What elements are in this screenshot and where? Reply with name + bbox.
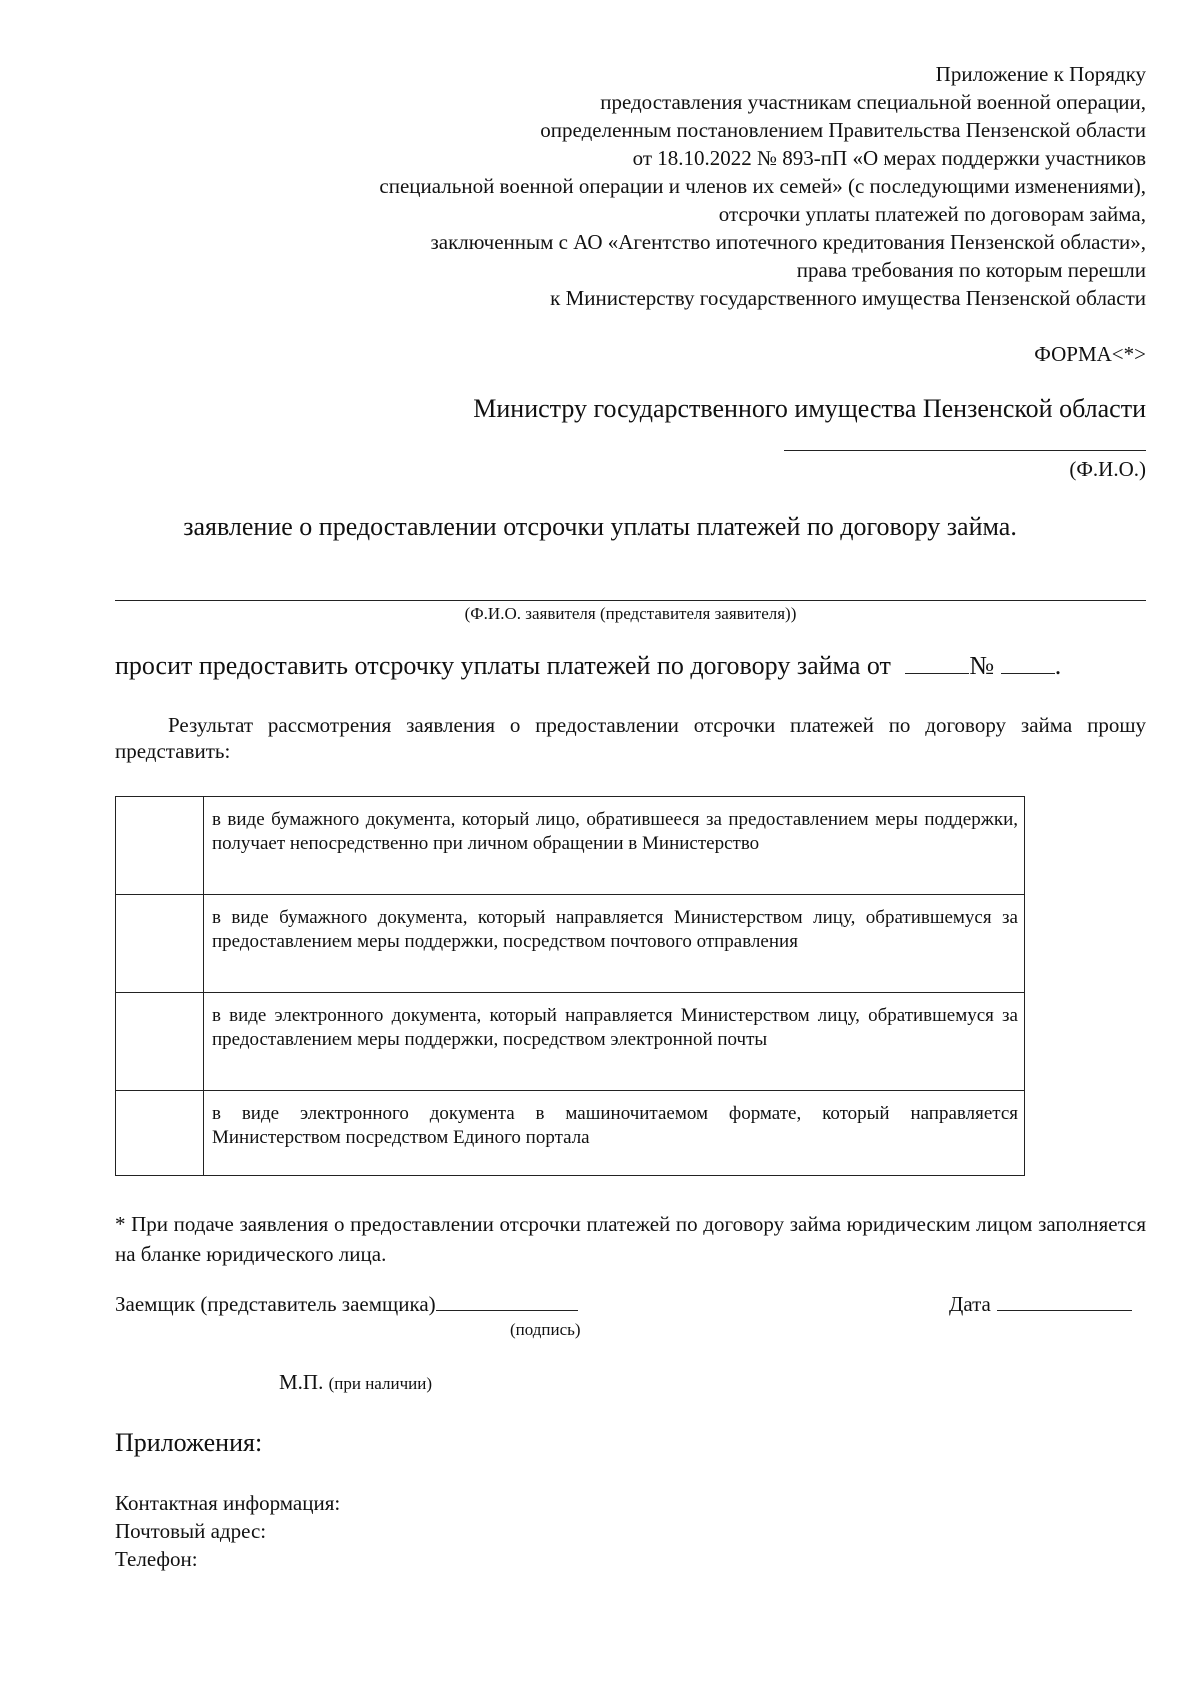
form-label: ФОРМА<*> (1034, 342, 1146, 366)
option-text: в виде бумажного документа, который лицо, обратившееся за предоставлением меры поддержки, получает непосредственно при личном обращении в Министерство (204, 797, 1025, 895)
header-line: к Министерству государственного имущества Пензенской области (550, 286, 1146, 310)
signature-label: (подпись) (510, 1320, 581, 1339)
table-row (116, 797, 1025, 895)
stamp-note: (при наличии) (328, 1374, 432, 1393)
contact-info-label: Контактная информация: (115, 1491, 341, 1515)
header-line: права требования по которым перешли (796, 258, 1146, 282)
header-line: предоставления участникам специальной военной операции, (600, 90, 1146, 114)
header-line: Приложение к Порядку (935, 62, 1146, 86)
addressee-fio-label: (Ф.И.О.) (1069, 457, 1146, 481)
header-line: специальной военной операции и членов их семей» (с последующими изменениями), (379, 174, 1146, 198)
option-text: в виде электронного документа, который направляется Министерством лицу, обратившемуся за предоставлением меры поддержки, посредством электронной почты (204, 993, 1025, 1091)
result-paragraph: Результат рассмотрения заявления о предоставлении отсрочки платежей по договору займа прошу представить: (115, 713, 1146, 763)
footnote: * При подаче заявления о предоставлении отсрочки платежей по договору займа юридическим лицом заполняется на бланке юридического лица. (115, 1212, 1146, 1266)
option-checkbox-electronic-portal[interactable] (116, 1091, 204, 1176)
postal-address-label: Почтовый адрес: (115, 1519, 267, 1543)
applicant-name-label: (Ф.И.О. заявителя (представителя заявителя)) (464, 604, 797, 623)
option-checkbox-electronic-email[interactable] (116, 993, 204, 1091)
applicant-name-field[interactable] (115, 600, 1146, 601)
option-checkbox-paper-personal[interactable] (116, 797, 204, 895)
contract-number-field[interactable] (1001, 651, 1055, 674)
contract-date-field[interactable] (905, 651, 969, 674)
document-title: заявление о предоставлении отсрочки уплаты платежей по договору займа. (183, 512, 1017, 541)
option-text: в виде электронного документа в машиночитаемом формате, который направляется Министерством посредством Единого портала (204, 1091, 1025, 1176)
date-line (949, 1292, 1132, 1317)
header-line: от 18.10.2022 № 893-пП «О мерах поддержки участников (632, 146, 1146, 170)
date-field[interactable] (997, 1292, 1132, 1311)
table-row (116, 1091, 1025, 1176)
delivery-options-table (115, 796, 1025, 1176)
contacts-block (115, 1489, 340, 1573)
table-row (116, 895, 1025, 993)
borrower-signature-line (115, 1292, 578, 1317)
header-line: отсрочки уплаты платежей по договорам займа, (718, 202, 1146, 226)
number-sign: № (969, 651, 995, 680)
phone-label: Телефон: (115, 1547, 198, 1571)
stamp-line (279, 1370, 432, 1395)
header-line: заключенным с АО «Агентство ипотечного кредитования Пензенской области», (430, 230, 1146, 254)
addressee: Министру государственного имущества Пензенской области (473, 394, 1146, 423)
option-checkbox-paper-mail[interactable] (116, 895, 204, 993)
signature-field[interactable] (436, 1292, 578, 1311)
borrower-label: Заемщик (представитель заемщика) (115, 1292, 436, 1316)
table-row (116, 993, 1025, 1091)
option-text: в виде бумажного документа, который направляется Министерством лицу, обратившемуся за предоставлением меры поддержки, посредством почтового отправления (204, 895, 1025, 993)
header-line: определенным постановлением Правительства Пензенской области (540, 118, 1146, 142)
request-text: просит предоставить отсрочку уплаты платежей по договору займа от (115, 651, 891, 680)
request-end: . (1054, 651, 1062, 680)
date-label: Дата (949, 1292, 991, 1316)
request-line (115, 651, 1061, 681)
stamp-label: М.П. (279, 1370, 324, 1394)
document-header (146, 60, 1146, 312)
attachments-heading: Приложения: (115, 1428, 263, 1457)
addressee-fio-field[interactable] (784, 450, 1146, 451)
